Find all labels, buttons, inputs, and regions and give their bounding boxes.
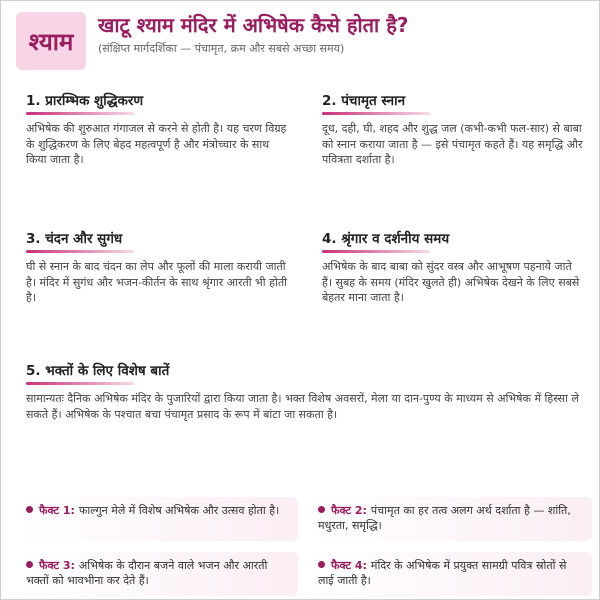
section-heading: 1. प्रारम्भिक शुद्धिकरण [26,93,144,109]
section-purification [26,92,288,168]
section-devotee-notes [26,362,582,422]
fact-text: फाल्गुन मेले में विशेष अभिषेक और उत्सव होता है। [78,504,280,517]
section-body: अभिषेक के बाद बाबा को सुंदर वस्त्र और आभूषण पहनाये जाते हैं। सुबह के समय (मंदिर खुलते ही) अभिषेक देखने के लिए सबसे बेहतर माना जाता है। [322,260,580,304]
logo-text: श्याम [28,27,74,56]
section-panchamrit [322,92,584,168]
bullet-dot-icon [318,506,325,513]
section-body: सामान्यतः दैनिक अभिषेक मंदिर के पुजारियों द्वारा किया जाता है। भक्त विशेष अवसरों, मेला या दान-पुण्य के माध्यम से अभिषेक में हिस्सा ले सकते हैं। अभिषेक के पश्चात बचा पंचामृत प्रसाद के रूप में बांटा जा सकता है। [26,392,579,421]
heading-underline [322,112,430,115]
section-body: अभिषेक की शुरुआत गंगाजल से करने से होती है। यह चरण विग्रह के शुद्धिकरण के लिए बेहद महत्वपूर्ण है और मंत्रोच्चार के साथ किया जाता है। [26,122,287,166]
fact-card-1 [18,497,298,541]
logo [16,12,86,70]
section-heading: 4. श्रृंगार व दर्शनीय समय [322,231,450,247]
section-body: घी से स्नान के बाद चंदन का लेप और फूलों की माला करायी जाती है। मंदिर में सुगंध और भजन-कीर्तन के साथ श्रृंगार आरती भी होती है। [26,260,287,304]
section-shringar [322,230,584,306]
page-subtitle: (संक्षिप्त मार्गदर्शिका — पंचामृत, क्रम और सबसे अच्छा समय) [98,42,345,55]
fact-text: मंदिर के अभिषेक में प्रयुक्त सामग्री पवित्र स्रोतों से लाई जाती है। [318,559,567,587]
heading-underline [26,250,134,253]
section-body: दूध, दही, घी, शहद और शुद्ध जल (कभी-कभी फल-सार) से बाबा को स्नान कराया जाता है — इसे पंचामृत कहते हैं। यह समृद्धि और पवित्रता दर्शाता है। [322,122,583,166]
fact-label: फैक्ट 3: [39,559,75,572]
fact-label: फैक्ट 1: [39,504,75,517]
heading-underline [322,250,430,253]
fact-text: अभिषेक के दौरान बजने वाले भजन और आरती भक्तों को भावभीना कर देते हैं। [26,559,268,587]
bullet-dot-icon [318,561,325,568]
fact-card-4 [310,552,592,596]
fact-text: पंचामृत का हर तत्व अलग अर्थ दर्शाता है — शांति, मधुरता, समृद्धि। [318,504,571,532]
section-chandan [26,230,288,306]
section-heading: 3. चंदन और सुगंध [26,231,123,247]
section-heading: 2. पंचामृत स्नान [322,93,406,109]
section-heading: 5. भक्तों के लिए विशेष बातें [26,363,170,379]
bullet-dot-icon [26,561,33,568]
page-title: खाटू श्याम मंदिर में अभिषेक कैसे होता है? [98,13,409,37]
fact-card-2 [310,497,592,541]
heading-underline [26,382,134,385]
fact-label: फैक्ट 4: [331,559,367,572]
bullet-dot-icon [26,506,33,513]
heading-underline [26,112,134,115]
fact-label: फैक्ट 2: [331,504,367,517]
fact-card-3 [18,552,298,596]
